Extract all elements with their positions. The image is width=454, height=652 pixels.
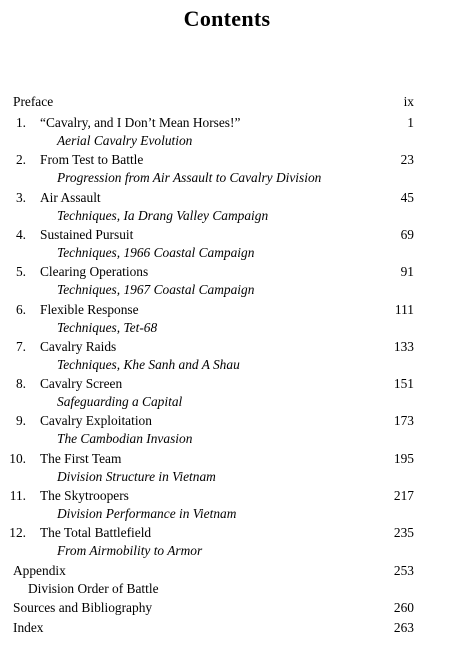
appendix-subtitle: Division Order of Battle [28, 581, 159, 596]
chapter-title: Cavalry Exploitation [40, 413, 152, 428]
chapter-number: 8. [15, 376, 26, 391]
chapter-subtitle: Techniques, Tet-68 [57, 320, 158, 335]
chapter-number: 12. [9, 525, 26, 540]
chapter-number: 9. [15, 413, 26, 428]
chapter-title: From Test to Battle [40, 152, 144, 167]
chapter-page: 45 [400, 190, 414, 205]
chapter-page: 235 [393, 525, 414, 540]
chapter-page: 195 [393, 451, 414, 466]
chapter-subtitle: Aerial Cavalry Evolution [57, 133, 193, 148]
index-label: Index [13, 620, 44, 635]
chapter-number: 10. [9, 451, 26, 466]
chapter-subtitle: The Cambodian Invasion [57, 431, 193, 446]
chapter-page: 173 [393, 413, 414, 428]
chapter-title: The First Team [40, 451, 122, 466]
chapter-page: 1 [407, 115, 414, 130]
chapter-subtitle: Techniques, 1967 Coastal Campaign [57, 282, 255, 297]
chapter-title: The Skytroopers [40, 488, 129, 503]
chapter-page: 91 [400, 264, 414, 279]
sources-page: 260 [393, 600, 414, 615]
chapter-number: 2. [15, 152, 26, 167]
appendix-label: Appendix [13, 563, 66, 578]
chapter-subtitle: Progression from Air Assault to Cavalry Division [57, 170, 322, 185]
chapter-number: 6. [15, 302, 26, 317]
chapter-subtitle: Techniques, Khe Sanh and A Shau [57, 357, 240, 372]
chapter-number: 7. [15, 339, 26, 354]
chapter-subtitle: Division Performance in Vietnam [57, 506, 237, 521]
chapter-page: 217 [393, 488, 414, 503]
chapter-subtitle: Safeguarding a Capital [57, 394, 183, 409]
chapter-page: 23 [400, 152, 414, 167]
chapter-title: “Cavalry, and I Don’t Mean Horses!” [40, 115, 241, 130]
chapter-title: Sustained Pursuit [40, 227, 134, 242]
chapter-page: 133 [393, 339, 414, 354]
chapter-page: 69 [400, 227, 414, 242]
chapter-number: 11. [9, 488, 26, 503]
chapter-number: 4. [15, 227, 26, 242]
chapter-number: 1. [15, 115, 26, 130]
chapter-title: Cavalry Raids [40, 339, 117, 354]
index-page: 263 [393, 620, 414, 635]
sources-label: Sources and Bibliography [13, 600, 153, 615]
chapter-subtitle: Techniques, Ia Drang Valley Campaign [57, 208, 269, 223]
chapter-subtitle: From Airmobility to Armor [57, 543, 203, 558]
preface-page: ix [403, 94, 414, 109]
appendix-page: 253 [393, 563, 414, 578]
chapter-title: The Total Battlefield [40, 525, 152, 540]
chapter-subtitle: Techniques, 1966 Coastal Campaign [57, 245, 255, 260]
chapter-title: Air Assault [40, 190, 101, 205]
chapter-number: 3. [15, 190, 26, 205]
chapter-number: 5. [15, 264, 26, 279]
chapter-page: 111 [394, 302, 414, 317]
page-title: Contents [183, 6, 271, 31]
chapter-title: Flexible Response [40, 302, 139, 317]
preface-label: Preface [13, 94, 54, 109]
chapter-title: Clearing Operations [40, 264, 149, 279]
chapter-subtitle: Division Structure in Vietnam [57, 469, 216, 484]
chapter-page: 151 [393, 376, 414, 391]
chapter-title: Cavalry Screen [40, 376, 123, 391]
